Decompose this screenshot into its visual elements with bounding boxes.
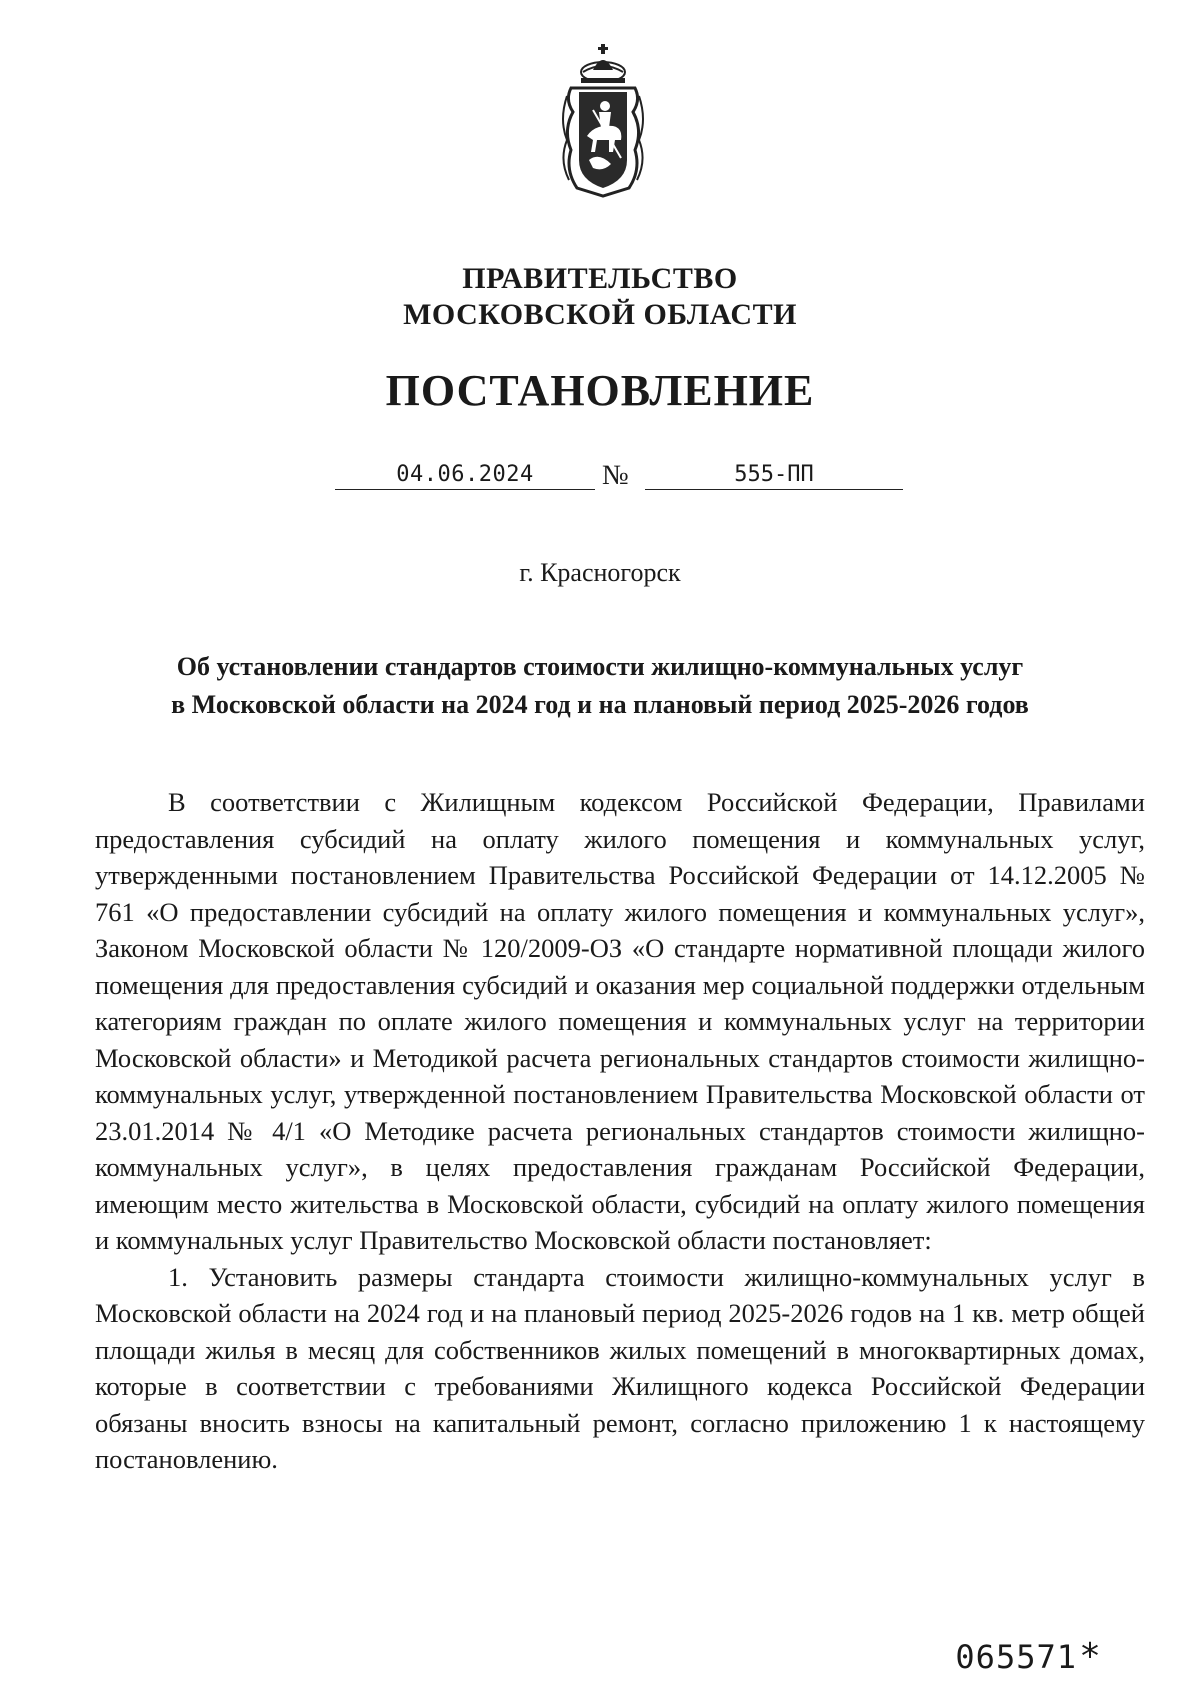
decree-number: 555-ПП [645,462,903,490]
coat-of-arms-icon [553,40,653,200]
decree-date: 04.06.2024 [335,462,595,490]
preamble-paragraph: В соответствии с Жилищным кодексом Российской Федерации, Правилами предоставления субсидий на оплату жилого помещения и коммунальных услуг, утвержденными постановлением Правительства Российской Федерации от 14.12.2005 № 761 «О предоставлении субсидий на оплату жилого помещения и коммунальных услуг», Законом Московской области № 120/2009-ОЗ «О стандарте нормативной площади жилого помещения для предоставления субсидий и оказания мер социальной поддержки отдельным категориям граждан по оплате жилого помещения и коммунальных услуг на территории Московской области» и Методикой расчета региональных стандартов стоимости жилищно-коммунальных услуг, утвержденной постановлением Правительства Московской области от 23.01.2014 № 4/1 «О Методике расчета региональных стандартов стоимости жилищно-коммунальных услуг», в целях предоставления гражданам Российской Федерации, имеющим место жительства в Московской области, субсидий на оплату жилого помещения и коммунальных услуг Правительство Московской области постановляет: [95,787,1145,1255]
decree-body [95,784,1145,1478]
document-type-title: ПОСТАНОВЛЕНИЕ [385,366,815,415]
city-of-issue: г. Красногорск [519,558,681,587]
serial-mark: * [1081,1636,1100,1677]
subject-line1: Об установлении стандартов стоимости жилищно-коммунальных услуг [176,652,1024,681]
item-1-paragraph: 1. Установить размеры стандарта стоимости жилищно-коммунальных услуг в Московской области на 2024 год и на плановый период 2025-2026 годов на 1 кв. метр общей площади жилья в месяц для собственников жилых помещений в многоквартирных домах, которые в соответствии с требованиями Жилищного кодекса Российской Федерации обязаны вносить взносы на капитальный ремонт, согласно приложению 1 к настоящему постановлению. [95,1261,1145,1474]
subject-line2: в Московской области на 2024 год и на плановый период 2025-2026 годов [171,690,1029,719]
decree-subject [100,648,1100,724]
form-serial-number [955,1636,1100,1677]
serial-number-value: 065571 [955,1638,1077,1676]
government-name-line1: ПРАВИТЕЛЬСТВО [462,262,738,295]
registration-line [0,462,1200,496]
government-name-line2: МОСКОВСКОЙ ОБЛАСТИ [403,298,797,331]
number-sign: № [602,460,629,491]
